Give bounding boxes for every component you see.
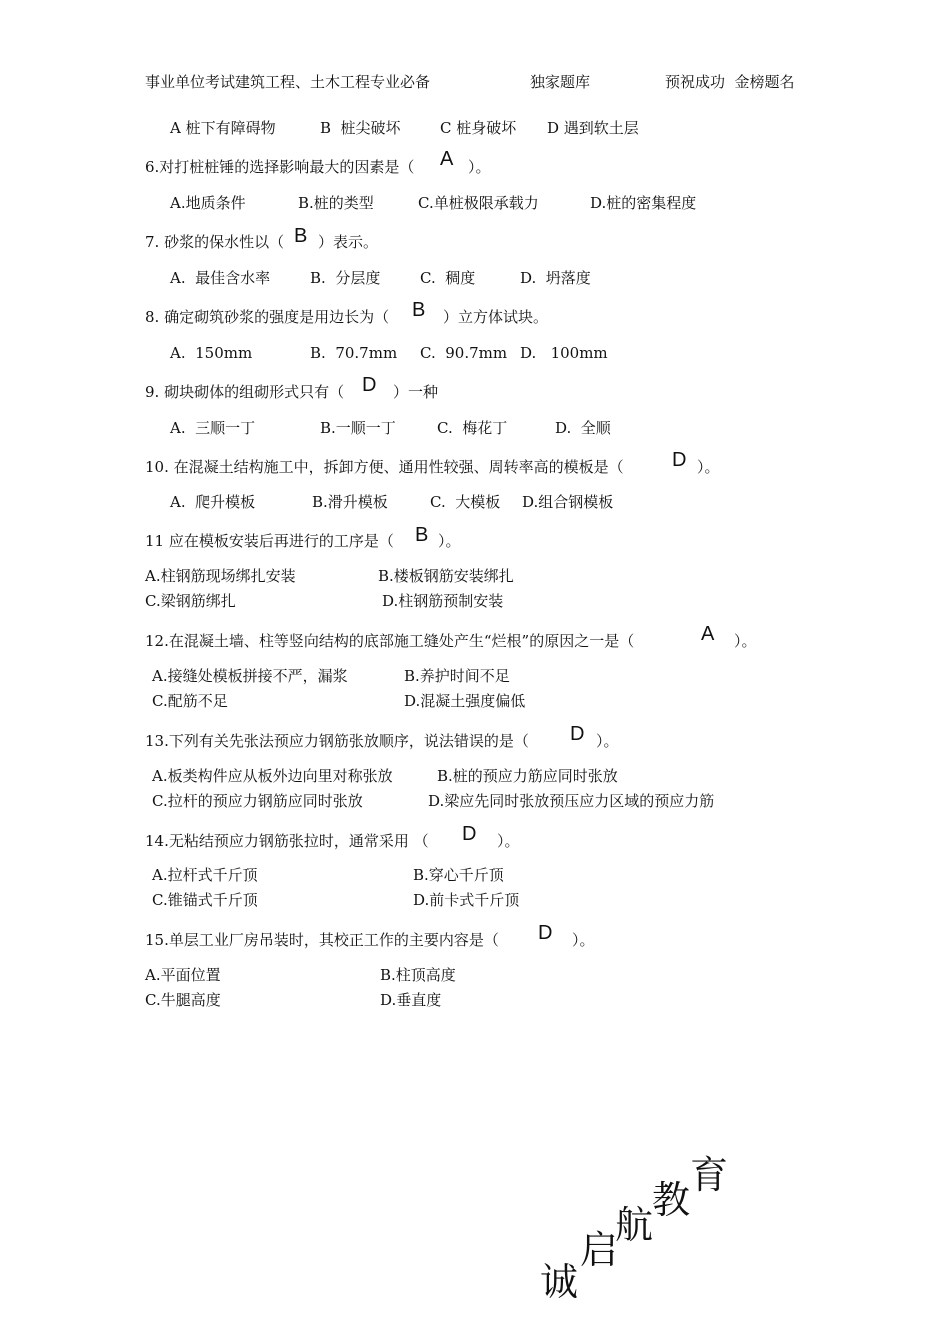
q11-option-a: A.柱钢筋现场绑扎安装 — [145, 567, 296, 585]
watermark-char-4: 教 — [652, 1178, 691, 1222]
q14-option-d: D.前卡式千斤顶 — [413, 891, 520, 909]
q10-stem-after: ）。 — [697, 458, 720, 476]
q13-option-c: C.拉杆的预应力钢筋应同时张放 — [152, 792, 363, 810]
q12-stem-before: 12.在混凝土墙、柱等竖向结构的底部施工缝处产生“烂根”的原因之一是（ — [145, 632, 635, 650]
q10-option-a: A. 爬升模板 — [170, 493, 256, 511]
q7-option-d: D. 坍落度 — [520, 269, 591, 287]
q8-option-a: A. 150mm — [170, 344, 253, 362]
watermark-char-5: 育 — [690, 1153, 729, 1197]
q11-stem-after: ）。 — [438, 532, 461, 550]
q7-option-a: A. 最佳含水率 — [170, 269, 271, 287]
q5-option-b: B 桩尖破坏 — [320, 119, 401, 137]
q14-option-c: C.锥锚式千斤顶 — [152, 891, 258, 909]
q12-option-c: C.配筋不足 — [152, 692, 228, 710]
q6-stem-after: ）。 — [468, 158, 491, 176]
q10-option-d: D.组合钢模板 — [522, 493, 614, 511]
q15-option-a: A.平面位置 — [145, 966, 221, 984]
q11-option-c: C.梁钢筋绑扎 — [145, 592, 236, 610]
q11-stem-before: 11 应在模板安装后再进行的工序是（ — [145, 532, 394, 550]
q9-option-d: D. 全顺 — [555, 419, 611, 437]
q15-option-d: D.垂直度 — [380, 991, 442, 1009]
q6-option-c: C.单桩极限承载力 — [418, 194, 539, 212]
q14-option-a: A.拉杆式千斤顶 — [152, 866, 258, 884]
q7-option-c: C. 稠度 — [420, 269, 476, 287]
q10-option-c: C. 大模板 — [430, 493, 501, 511]
q15-answer: D — [538, 922, 553, 944]
q13-option-a: A.板类构件应从板外边向里对称张放 — [152, 767, 393, 785]
q14-stem-after: ）。 — [497, 832, 520, 850]
q15-stem-after: ）。 — [572, 931, 595, 949]
q15-option-c: C.牛腿高度 — [145, 991, 221, 1009]
q14-answer: D — [462, 823, 477, 845]
q7-stem-before: 7. 砂浆的保水性以（ — [145, 233, 285, 251]
q12-stem-after: ）。 — [734, 632, 757, 650]
q15-stem-before: 15.单层工业厂房吊装时，其校正工作的主要内容是（ — [145, 931, 499, 949]
q8-option-b: B. 70.7mm — [310, 344, 398, 362]
q15-option-b: B.柱顶高度 — [380, 966, 456, 984]
q13-option-b: B.桩的预应力筋应同时张放 — [437, 767, 618, 785]
q12-option-a: A.接缝处模板拼接不严，漏浆 — [152, 667, 348, 685]
q14-stem-before: 14.无粘结预应力钢筋张拉时，通常采用 （ — [145, 832, 429, 850]
q5-option-a: A 桩下有障碍物 — [170, 119, 276, 137]
q7-answer: B — [294, 225, 308, 247]
q8-option-d: D. 100mm — [520, 344, 608, 362]
q9-option-a: A. 三顺一丁 — [170, 419, 256, 437]
header-left: 事业单位考试建筑工程、土木工程专业必备 — [145, 73, 431, 91]
q6-stem-before: 6.对打桩桩锤的选择影响最大的因素是（ — [145, 158, 415, 176]
q7-option-b: B. 分层度 — [310, 269, 381, 287]
q12-option-b: B.养护时间不足 — [404, 667, 510, 685]
q12-option-d: D.混凝土强度偏低 — [404, 692, 526, 710]
q9-stem-before: 9. 砌块砌体的组砌形式只有（ — [145, 383, 345, 401]
q10-option-b: B.滑升模板 — [312, 493, 388, 511]
q7-stem-after: ）表示。 — [318, 233, 379, 251]
header-right: 预祝成功 金榜题名 — [665, 73, 795, 91]
q10-answer: D — [672, 449, 687, 471]
q11-answer: B — [415, 524, 429, 546]
q13-option-d: D.梁应先同时张放预压应力区域的预应力筋 — [428, 792, 715, 810]
q11-option-d: D.柱钢筋预制安装 — [382, 592, 504, 610]
q6-answer: A — [440, 148, 454, 170]
watermark-char-2: 启 — [580, 1228, 619, 1272]
q8-stem-before: 8. 确定砌筑砂浆的强度是用边长为（ — [145, 308, 390, 326]
q12-answer: A — [701, 623, 715, 645]
q9-option-b: B.一顺一丁 — [320, 419, 396, 437]
q8-answer: B — [412, 299, 426, 321]
q11-option-b: B.楼板钢筋安装绑扎 — [378, 567, 514, 585]
q9-option-c: C. 梅花丁 — [437, 419, 508, 437]
q8-option-c: C. 90.7mm — [420, 344, 508, 362]
q10-stem-before: 10. 在混凝土结构施工中，拆卸方便、通用性较强、周转率高的模板是（ — [145, 458, 624, 476]
watermark-char-1: 诚 — [540, 1260, 579, 1304]
q13-answer: D — [570, 723, 585, 745]
q5-option-d: D 遇到软土层 — [547, 119, 639, 137]
q5-option-c: C 桩身破坏 — [440, 119, 517, 137]
q6-option-a: A.地质条件 — [170, 194, 246, 212]
q8-stem-after: ）立方体试块。 — [443, 308, 549, 326]
header-middle: 独家题库 — [530, 73, 591, 91]
q9-answer: D — [362, 374, 377, 396]
q13-stem-after: ）。 — [596, 732, 619, 750]
q13-stem-before: 13.下列有关先张法预应力钢筋张放顺序，说法错误的是（ — [145, 732, 529, 750]
q9-stem-after: ）一种 — [393, 383, 439, 401]
q6-option-d: D.桩的密集程度 — [590, 194, 697, 212]
q6-option-b: B.桩的类型 — [298, 194, 374, 212]
q14-option-b: B.穿心千斤顶 — [413, 866, 504, 884]
watermark-char-3: 航 — [615, 1203, 654, 1247]
